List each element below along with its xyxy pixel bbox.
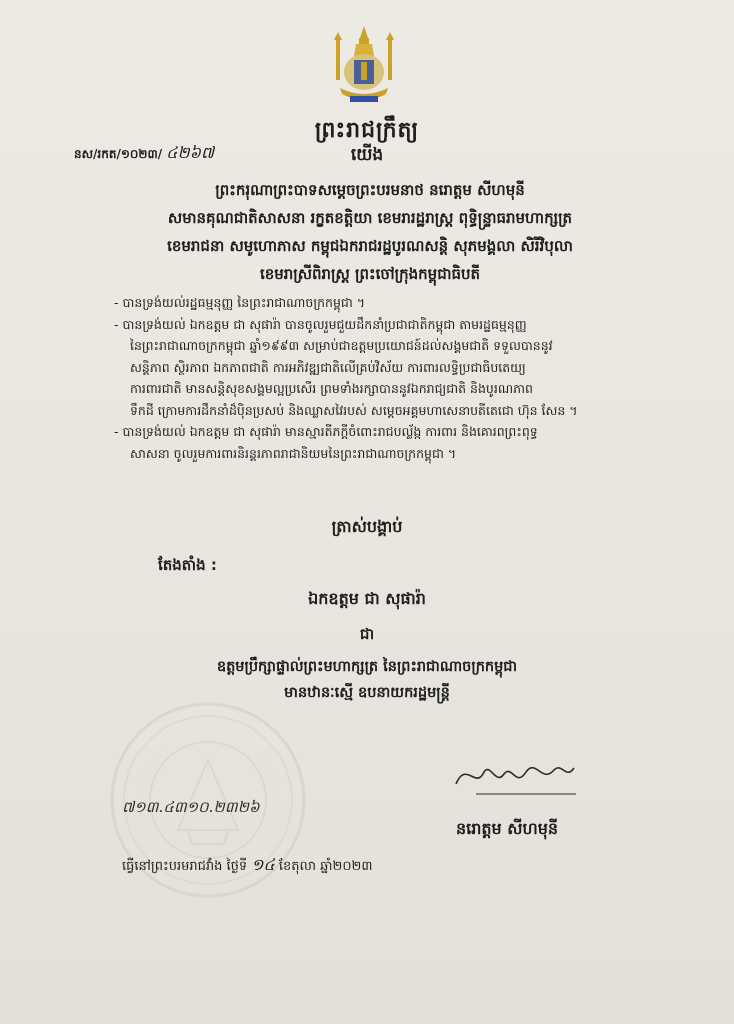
recital-line: ទឹកដី ក្រោមការដឹកនាំដ៏ប៉ិនប្រសប់ និងឈ្លាសវៃរបស់ សម្តេចអគ្គមហាសេនាបតីតេជោ ហ៊ុន សែន ។ [130,402,578,418]
recital-line: - បានទ្រង់យល់ ឯកឧត្តម ជា សុផារ៉ា មានស្មារតីភក្តីចំពោះរាជបល្ល័ង្ក ការពារ និងគោរពព្រះពុទ្ធ [114,424,538,439]
king-title-line: ខេមរាជនា សមូហោភាស កម្ពុជឯករាជរដ្ឋបូរណសន្តិ សុភមង្គលា សិរីវិបុលា [167,237,573,255]
king-title-block [60,176,680,288]
royal-coat-of-arms-icon [328,22,400,108]
king-title-line: ព្រះករុណាព្រះបាទសម្តេចព្រះបរមនាថ នរោត្តម សីហមុនី [215,181,525,199]
reference-handwritten-number: ៤២៦៧ [166,143,215,162]
place-prefix: ធ្វើនៅព្រះបរមរាជវាំង ថ្ងៃទី [122,859,248,874]
recital-line: សាសនា ចូលរួមការពារនិរន្តរភាពរាជានិយមនៃព្រះរាជាណាចក្រកម្ពុជា ។ [130,445,457,461]
handwritten-signature-icon [446,750,596,800]
registry-number: ៧១៣.៤៣១០.២៣២៦ [122,798,260,816]
decree-title: ព្រះរាជក្រឹត្យ [314,118,420,143]
position-line: មានឋានៈស្មើ ឧបនាយករដ្ឋមន្ត្រី [284,685,450,701]
handwritten-day: ១៤ [251,855,275,874]
decision-heading: ត្រាស់បង្គាប់ [331,517,403,536]
recital-line: - បានទ្រង់យល់រដ្ឋធម្មនុញ្ញ នៃព្រះរាជាណាចក្រកម្ពុជា ។ [114,295,365,310]
as-word: ជា [359,625,375,643]
we-heading: យើង [350,145,384,165]
appoint-label: តែងតាំង : [158,556,217,574]
place-and-date [122,854,372,878]
king-title-line: ខេមរាស្រីពិរាស្ត្រ ព្រះចៅក្រុងកម្ពុជាធិបតី [259,265,481,283]
recitals-list [114,292,704,464]
recital-line: នៃព្រះរាជាណាចក្រកម្ពុជា ឆ្នាំ១៩៩៣ សម្រាប់ជាឧត្តមប្រយោជន៍ដល់សង្គមជាតិ ទទួលបាននូវ [130,338,553,353]
position-line: ឧត្តមប្រឹក្សាផ្ទាល់ព្រះមហាក្សត្រ នៃព្រះរាជាណាចក្រកម្ពុជា [216,659,518,675]
signer-name: នរោត្តម សីហមុនី [456,819,559,838]
appointed-position [0,654,734,706]
recital-line: - បានទ្រង់យល់ ឯកឧត្តម ជា សុផារ៉ា បានចូលរួមជួយដឹកនាំប្រជាជាតិកម្ពុជា តាមរដ្ឋធម្មនុញ្ញ [114,316,527,332]
recital-line: ការពារជាតិ មានសន្តិសុខសង្គមល្អប្រសើរ ព្រមទាំងរក្សាបាននូវឯករាជ្យជាតិ និងបូរណភាព [130,381,533,396]
appointee-name: ឯកឧត្តម ជា សុផារ៉ា [308,589,426,608]
reference-prefix: នស/រកត/១០២៣/ [74,147,163,161]
recital-line: សន្តិភាព ស្ថិរភាព ឯកភាពជាតិ ការអភិវឌ្ឍជាតិលើគ្រប់វិស័យ ការពារលទ្ធិប្រជាធិបតេយ្យ [130,359,526,375]
month-year: ខែតុលា ឆ្នាំ២០២៣ [278,859,373,874]
king-title-line: សមានគុណជាតិសាសនា រក្ខតខត្តិយា ខេមរារដ្ឋរាស្ត្រ ពុទ្ធិន្ទ្រាធរាមហាក្សត្រ [167,209,573,227]
